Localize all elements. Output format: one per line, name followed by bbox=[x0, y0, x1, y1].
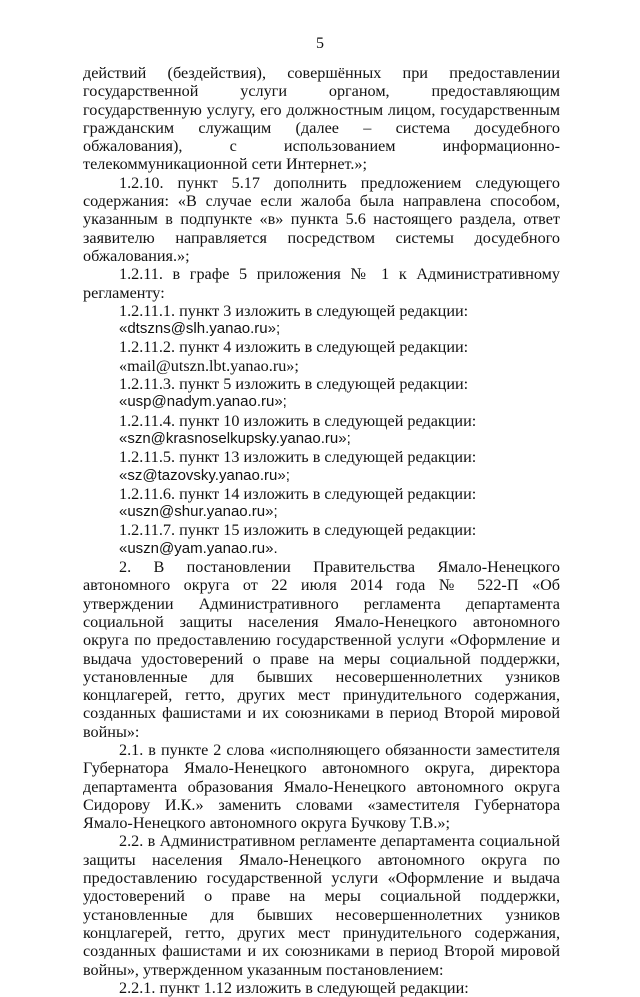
paragraph-2-1: 2.1. в пункте 2 слова «исполняющего обязанности заместителя Губернатора Ямало-Ненецкого автономного округа, директора департамента образования Ямало-Ненецкого автономного округа Сидорову И.К.» заменить словами «заместителя Губернатора Ямало-Ненецкого автономного округа Бучкову Т.В.»; bbox=[83, 740, 560, 833]
paragraph-2-2: 2.2. в Административном регламенте департамента социальной защиты населения Ямало-Ненецкого автономного округа по предоставлению государственной услуги «Оформление и выдача удостоверений о праве на меры социальной поддержки, установленные для бывших несовершеннолетних узников концлагерей, гетто, других мест принудительного содержания, созданных фашистами и их союзниками в период Второй мировой войны», утвержденном указанным постановлением: bbox=[83, 832, 560, 979]
paragraph-2-2-1: 2.2.1. пункт 1.12 изложить в следующей редакции: bbox=[119, 978, 469, 997]
email-mail-utszn: «mail@utszn.lbt.yanao.ru»; bbox=[119, 356, 299, 375]
email-uszn-shur: «uszn@shur.yanao.ru»; bbox=[119, 503, 278, 521]
paragraph-1-2-11: 1.2.11. в графе 5 приложения № 1 к Административному регламенту: bbox=[83, 265, 560, 302]
email-sz-tazovsky: «sz@tazovsky.yanao.ru»; bbox=[119, 466, 290, 484]
paragraph-1-2-11-5: 1.2.11.5. пункт 13 изложить в следующей редакции: bbox=[119, 448, 477, 467]
paragraph-continuation: действий (бездействия), совершённых при предоставлении государственной услуги органом, предоставляющим государственную услугу, его должностным лицом, государственным гражданским служащим (далее – система досудебного обжалования), с использованием информационно-телекоммуникационной сети Интернет.»; bbox=[83, 64, 560, 174]
paragraph-1-2-11-6: 1.2.11.6. пункт 14 изложить в следующей редакции: bbox=[119, 484, 477, 503]
email-szn-krasnoselkupsky: «szn@krasnoselkupsky.yanao.ru»; bbox=[119, 429, 351, 447]
paragraph-1-2-11-3: 1.2.11.3. пункт 5 изложить в следующей редакции: bbox=[119, 375, 469, 394]
paragraph-2: 2. В постановлении Правительства Ямало-Ненецкого автономного округа от 22 июля 2014 года № 522-П «Об утверждении Административного регламента департамента социальной защиты населения Ямало-Ненецкого автономного округа по предоставлению государственной услуги «Оформление и выдача удостоверений о праве на меры социальной поддержки, установленные для бывших несовершеннолетних узников концлагерей, гетто, других мест принудительного содержания, созданных фашистами и их союзниками в период Второй мировой войны»: bbox=[83, 558, 560, 741]
page-number: 5 bbox=[316, 35, 324, 52]
email-dtszns: «dtszns@slh.yanao.ru»; bbox=[119, 320, 281, 338]
paragraph-1-2-10: 1.2.10. пункт 5.17 дополнить предложением следующего содержания: «В случае если жалоба была направлена способом, указанным в подпункте «в» пункта 5.6 настоящего раздела, ответ заявителю направляется посредством системы досудебного обжалования.»; bbox=[83, 173, 560, 265]
paragraph-1-2-11-7: 1.2.11.7. пункт 15 изложить в следующей редакции: bbox=[119, 521, 477, 540]
paragraph-1-2-11-1: 1.2.11.1. пункт 3 изложить в следующей редакции: bbox=[119, 301, 469, 320]
paragraph-1-2-11-4: 1.2.11.4. пункт 10 изложить в следующей редакции: bbox=[119, 411, 477, 430]
email-uszn-yam: «uszn@yam.yanao.ru». bbox=[119, 539, 278, 557]
email-usp-nadym: «usp@nadym.yanao.ru»; bbox=[119, 393, 287, 411]
paragraph-1-2-11-2: 1.2.11.2. пункт 4 изложить в следующей редакции: bbox=[119, 338, 469, 357]
document-body bbox=[83, 64, 560, 997]
